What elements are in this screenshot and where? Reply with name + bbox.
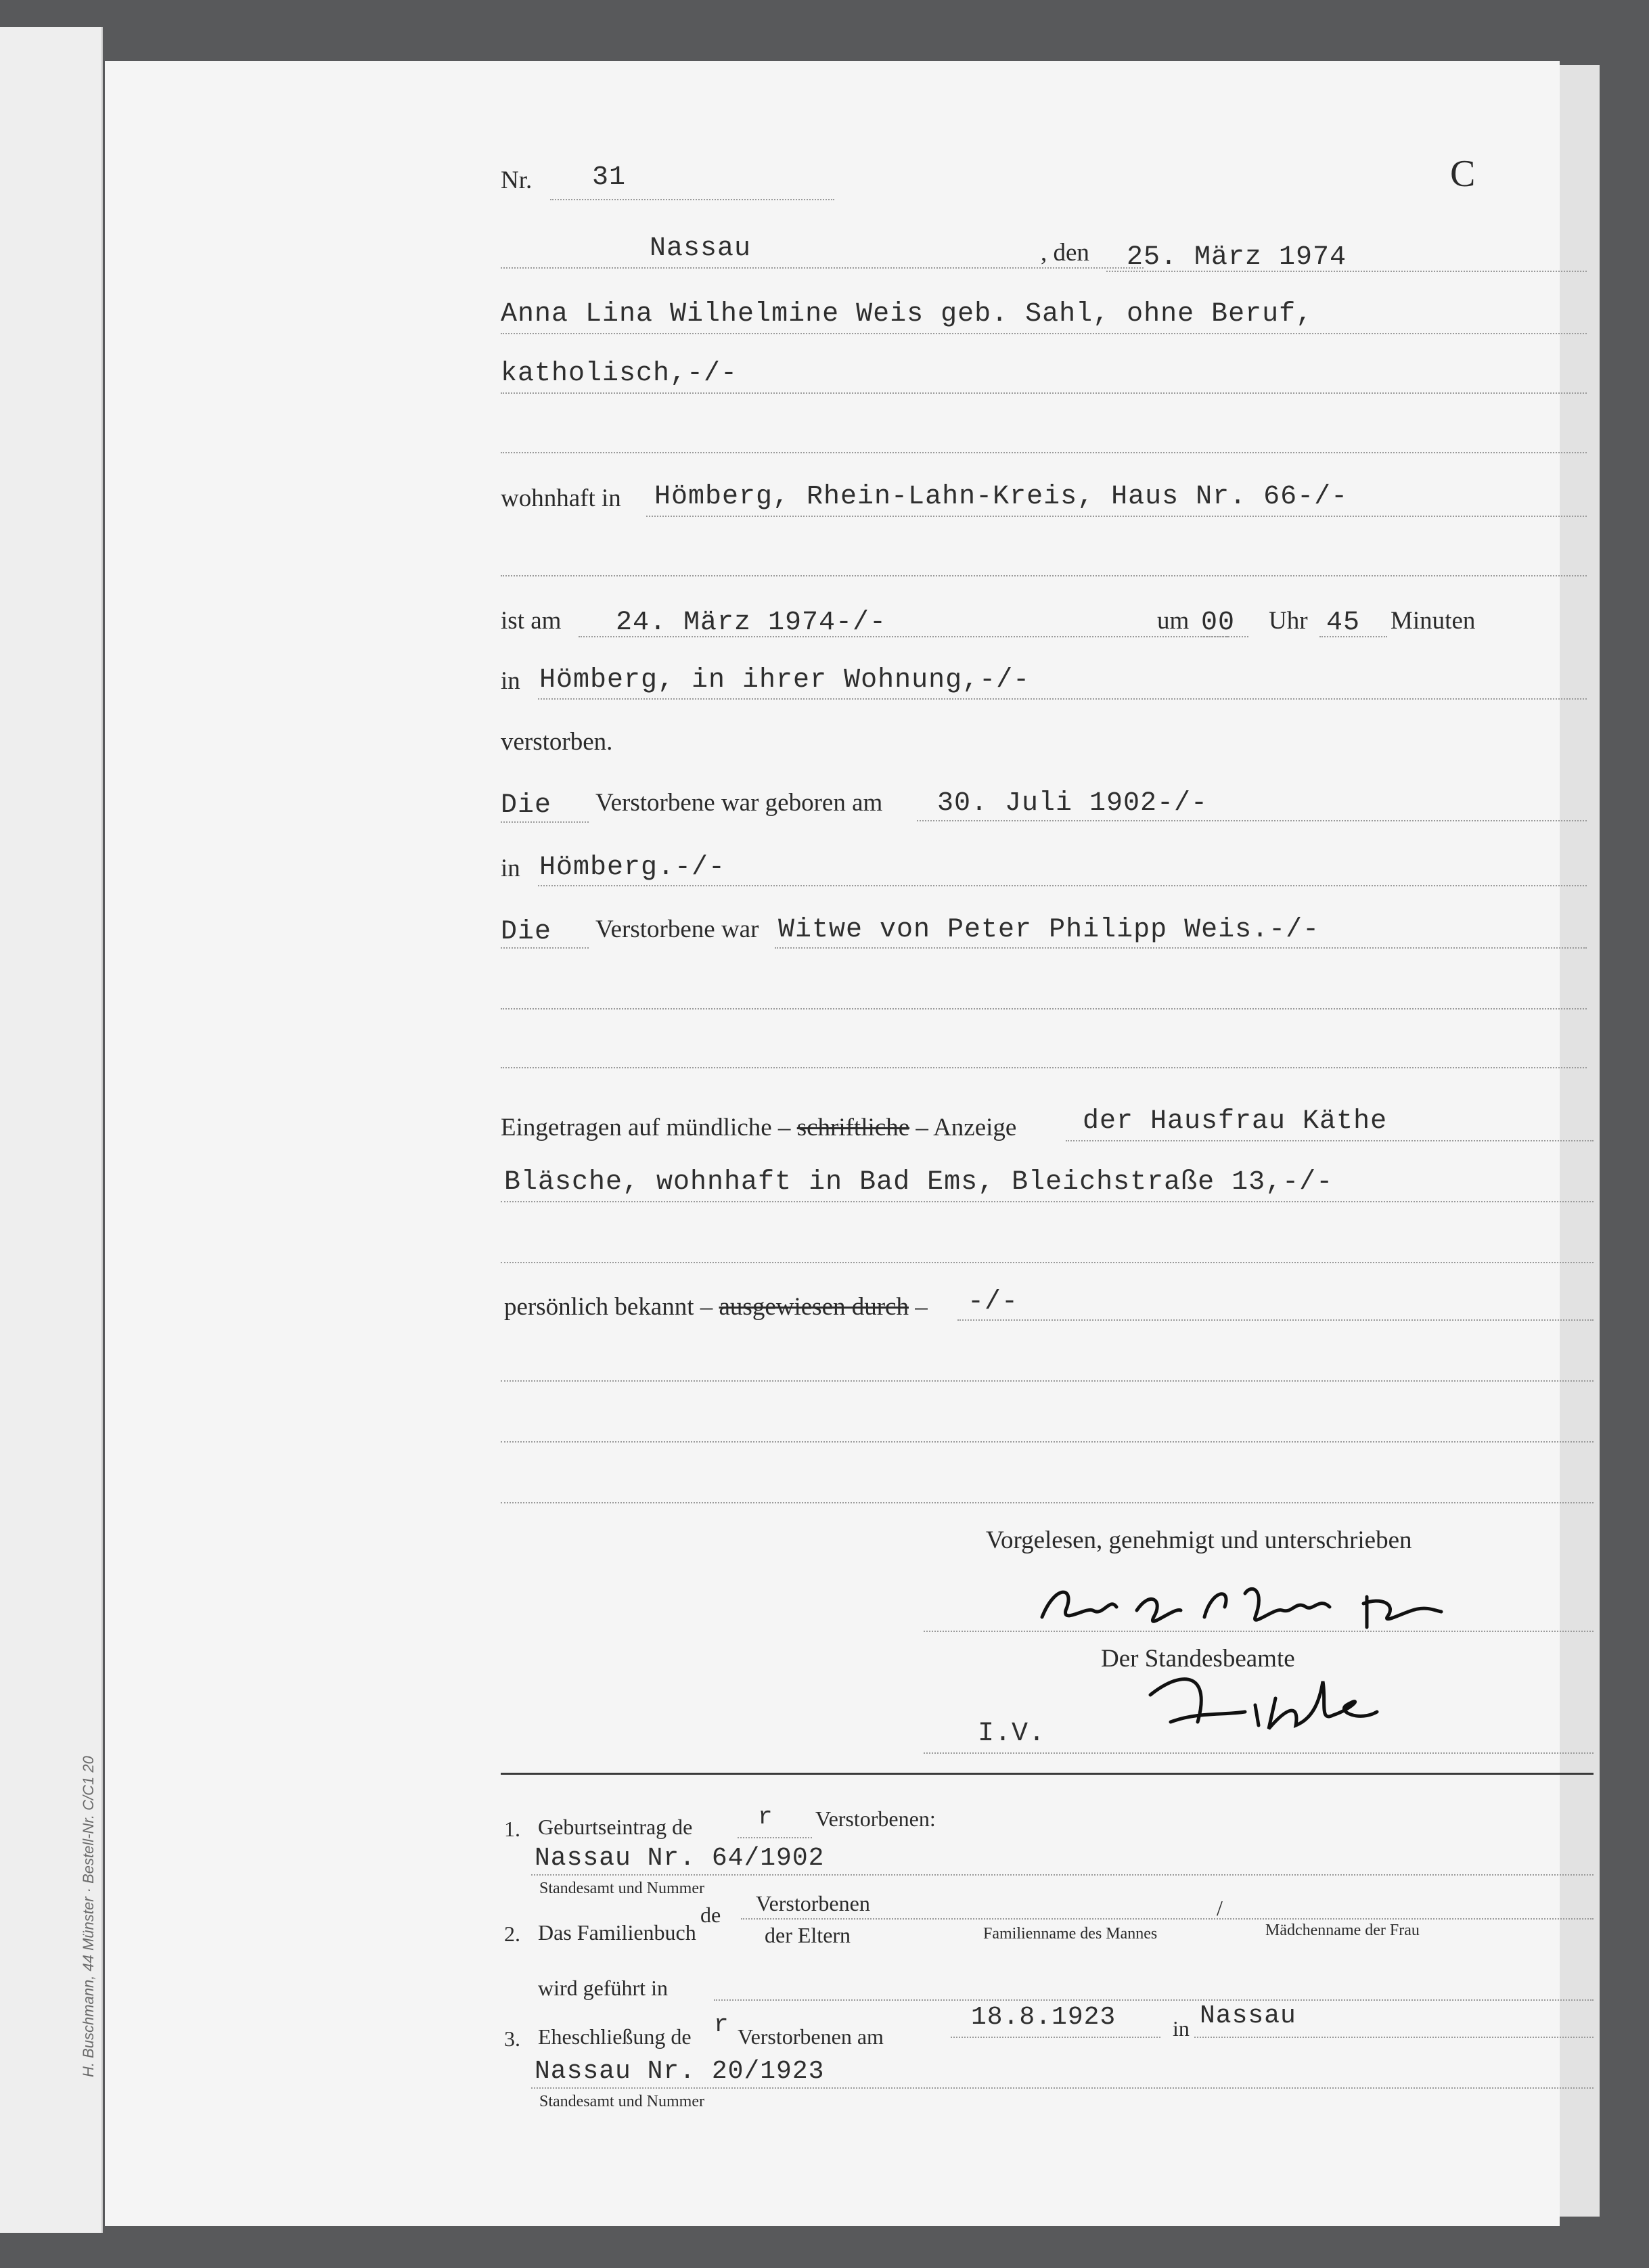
- marriage-place: Nassau: [1200, 2001, 1296, 2031]
- status-article-line: [501, 947, 589, 949]
- blank-line-3: [501, 1008, 1587, 1010]
- marriage-place-line: [1194, 2037, 1594, 2038]
- minuten-label: Minuten: [1391, 607, 1476, 635]
- status-value: Witwe von Peter Philipp Weis.-/-: [778, 915, 1320, 945]
- footnote-1-suffix: r: [758, 1803, 773, 1831]
- blank-line-2: [501, 575, 1587, 576]
- date-line: [1106, 271, 1587, 272]
- nr-line: [550, 199, 834, 200]
- informant-line-1: der Hausfrau Käthe: [1083, 1106, 1388, 1137]
- status-line: [775, 947, 1587, 949]
- informant-line-2: Bläsche, wohnhaft in Bad Ems, Bleichstraße 13,-/-: [504, 1167, 1334, 1198]
- informant-signature-line: [924, 1631, 1594, 1632]
- verstorben-label: verstorben.: [501, 728, 613, 756]
- um-label: um: [1157, 607, 1190, 635]
- den-label: , den: [1041, 239, 1089, 267]
- death-place-line: [538, 698, 1587, 700]
- registrar-signature-line: [924, 1752, 1594, 1754]
- footnote-3-in: in: [1173, 2016, 1190, 2041]
- marriage-date: 18.8.1923: [971, 2003, 1116, 2032]
- birth-date-line: [917, 820, 1587, 821]
- blank-line-7: [501, 1441, 1594, 1443]
- informant-line-2-rule: [501, 1201, 1594, 1202]
- footnote-divider: [501, 1773, 1594, 1775]
- status-article: Die: [501, 917, 552, 947]
- death-place: Hömberg, in ihrer Wohnung,-/-: [539, 665, 1031, 696]
- residence-line: [646, 516, 1587, 517]
- read-approved-label: Vorgelesen, genehmigt und unterschrieben: [986, 1526, 1412, 1554]
- place-value: Nassau: [650, 233, 752, 264]
- footnote-2-de: de: [700, 1903, 721, 1927]
- struck-schriftliche: schriftliche: [796, 1114, 910, 1141]
- birth-place-line: [538, 885, 1587, 886]
- blank-line-6: [501, 1380, 1594, 1382]
- footnote-2-option-parents: der Eltern: [765, 1923, 851, 1947]
- footnote-3-suffix: r: [714, 2011, 729, 2039]
- hour-line: [1201, 636, 1248, 637]
- registrar-label: Der Standesbeamte: [1101, 1645, 1295, 1673]
- death-record-page: [105, 61, 1560, 2226]
- informant-signature: [1029, 1570, 1489, 1644]
- place-line: [501, 267, 1144, 269]
- nr-value: 31: [592, 162, 627, 193]
- death-in-label: in: [501, 667, 520, 695]
- religion-line: [501, 392, 1587, 394]
- death-date: 24. März 1974-/-: [616, 608, 887, 638]
- name-line: [501, 333, 1587, 334]
- blank-line-8: [501, 1502, 1594, 1503]
- birth-place: Hömberg.-/-: [539, 853, 726, 883]
- footnote-2-caption-husband: Familienname des Mannes: [983, 1925, 1158, 1943]
- minutes-line: [1319, 636, 1387, 637]
- birth-register-entry: Nassau Nr. 64/1902: [535, 1844, 825, 1873]
- birth-label: Verstorbene war geboren am: [595, 789, 883, 817]
- footnote-3-value-line: [531, 2087, 1594, 2089]
- form-letter: C: [1450, 153, 1476, 195]
- marriage-date-line: [951, 2037, 1160, 2038]
- birth-date: 30. Juli 1902-/-: [937, 788, 1208, 819]
- footnote-3-label: Eheschließung de: [538, 2024, 692, 2049]
- uhr-label: Uhr: [1269, 607, 1308, 635]
- blank-line-4: [501, 1067, 1587, 1068]
- deceased-name: Anna Lina Wilhelmine Weis geb. Sahl, ohne Beruf,: [501, 299, 1313, 330]
- religion: katholisch,-/-: [501, 359, 738, 389]
- identity-value: -/-: [968, 1287, 1019, 1317]
- death-hour: 00: [1201, 608, 1236, 638]
- footnote-2-name-line: [741, 1918, 1594, 1920]
- blank-line-5: [501, 1262, 1594, 1263]
- footnote-3-number: 3.: [504, 2026, 520, 2051]
- footnote-3-label-b: Verstorbenen am: [738, 2024, 884, 2049]
- struck-ausgewiesen: ausgewiesen durch: [719, 1293, 909, 1321]
- death-date-line: [579, 636, 1228, 637]
- birth-in-label: in: [501, 855, 520, 882]
- footnote-3-caption: Standesamt und Nummer: [539, 2093, 704, 2110]
- informant-line-1-rule: [1066, 1140, 1594, 1141]
- registrar-signature: [1130, 1648, 1441, 1749]
- registration-label: Eingetragen auf mündliche – schriftliche – Anzeige: [501, 1114, 1017, 1141]
- footnote-1-label-b: Verstorbenen:: [815, 1807, 936, 1831]
- nr-label: Nr.: [501, 166, 533, 194]
- footnote-2-label: Das Familienbuch: [538, 1920, 696, 1945]
- death-date-label: ist am: [501, 607, 562, 635]
- footnote-1-suffix-line: [738, 1837, 812, 1838]
- birth-article: Die: [501, 790, 552, 821]
- marriage-register-entry: Nassau Nr. 20/1923: [535, 2057, 825, 2086]
- footnote-2-number: 2.: [504, 1922, 520, 1946]
- death-minutes: 45: [1326, 608, 1361, 638]
- footnote-2-line-2: wird geführt in: [538, 1976, 668, 2000]
- printer-imprint: H. Buschmann, 44 Münster · Bestell-Nr. C/C1 20: [80, 1756, 97, 2077]
- footnote-2-caption-wife: Mädchenname der Frau: [1265, 1922, 1420, 1939]
- blank-line-1: [501, 452, 1587, 453]
- record-date: 25. März 1974: [1127, 242, 1347, 273]
- iv-label: I.V.: [978, 1719, 1046, 1749]
- residence-value: Hömberg, Rhein-Lahn-Kreis, Haus Nr. 66-/-: [654, 482, 1349, 512]
- footnote-1-label: Geburtseintrag de: [538, 1815, 693, 1839]
- status-label: Verstorbene war: [595, 915, 759, 943]
- footnote-1-number: 1.: [504, 1817, 520, 1841]
- footnote-2-location-line: [714, 1999, 1594, 2001]
- footnote-2-option-deceased: Verstorbenen: [756, 1891, 870, 1915]
- identity-line: [957, 1319, 1594, 1321]
- identity-label: persönlich bekannt – ausgewiesen durch –: [504, 1293, 928, 1321]
- footnote-1-value-line: [531, 1874, 1594, 1876]
- residence-label: wohnhaft in: [501, 484, 621, 512]
- birth-article-line: [501, 821, 589, 823]
- footnote-1-caption: Standesamt und Nummer: [539, 1880, 704, 1897]
- footnote-2-slash: /: [1217, 1896, 1223, 1920]
